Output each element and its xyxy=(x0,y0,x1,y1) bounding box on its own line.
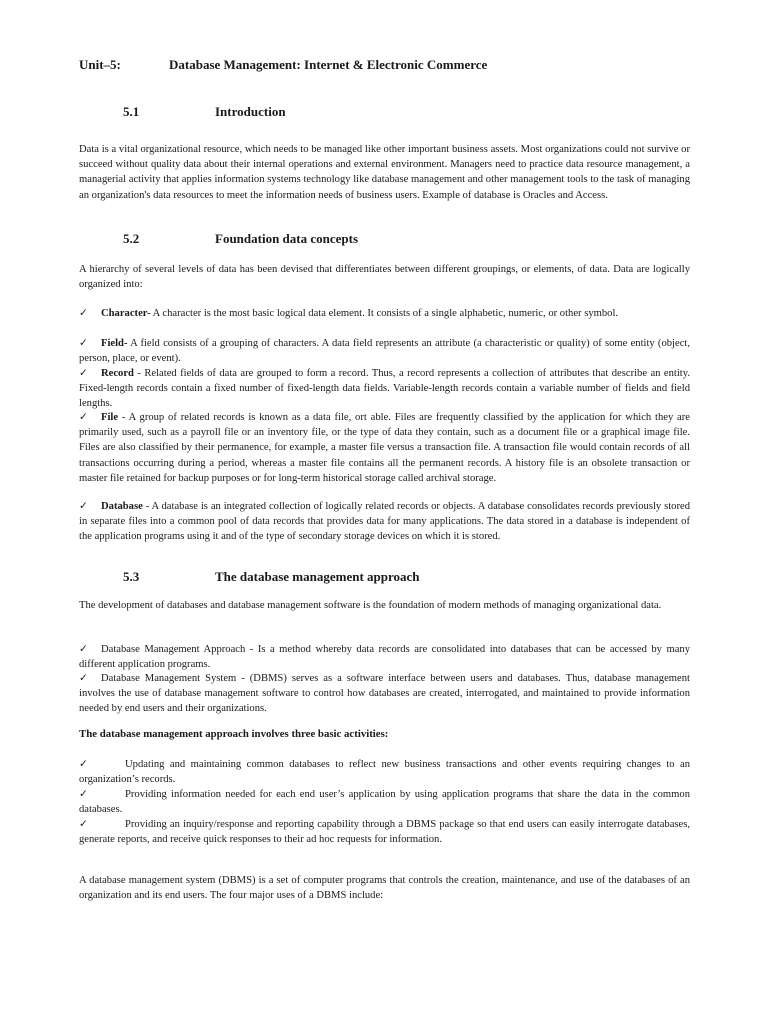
list-item: ✓ Updating and maintaining common databases to reflect new business transactions and other events requiring changes to an organization’s records. xyxy=(79,759,690,786)
unit-label: Unit–5: xyxy=(79,57,121,72)
check-icon: ✓ xyxy=(79,819,88,830)
list-item: ✓ Record - Related fields of data are grouped to form a record. Thus, a record represents a collection of attributes that describe an entity. Fixed-length records contain a fixed number of fixed-length data fields. Variable-length records contain a variable number of fields and field lengths. xyxy=(79,368,690,410)
unit-title: Database Management: Internet & Electronic Commerce xyxy=(169,57,488,72)
list-item: ✓ Database Management System - (DBMS) serves as a software interface between users and databases. Thus, database management involves the use of database management software to control how databases are created, interrogated, and maintained to provide information needed by end users and their organizations. xyxy=(79,673,690,715)
dbms-paragraph: A database management system (DBMS) is a set of computer programs that controls the creation, maintenance, and use of the databases of an organization and its end users. The four major uses of a DBMS include: xyxy=(79,875,690,902)
check-icon: ✓ xyxy=(79,501,88,512)
section-heading-5-1: 5.1 Introduction xyxy=(123,104,286,119)
activities-heading: The database management approach involves three basic activities: xyxy=(79,728,389,740)
check-icon: ✓ xyxy=(79,789,88,800)
section-heading-5-3: 5.3 The database management approach xyxy=(123,569,420,584)
hierarchy-paragraph: A hierarchy of several levels of data has been devised that differentiates between different groupings, or elements, of data. Data are logically organized into: xyxy=(79,264,690,291)
check-icon: ✓ xyxy=(79,644,88,655)
section-heading-5-2: 5.2 Foundation data concepts xyxy=(123,231,359,246)
list-item: ✓ Database - A database is an integrated collection of logically related records or objects. A database consolidates records previously stored in separate files into a common pool of data records that provides data for many applications. The data stored in a database is independent of the application programs using it and of the type of secondary storage devices on which it is stored. xyxy=(79,501,690,543)
list-item: ✓ Field- A field consists of a grouping of characters. A data field represents an attribute (a characteristic or quality) of some entity (object, person, place, or event). xyxy=(79,338,690,365)
check-icon: ✓ xyxy=(79,338,88,349)
check-icon: ✓ xyxy=(79,308,88,319)
list-item: ✓ Character- A character is the most basic logical data element. It consists of a single alphabetic, numeric, or other symbol. xyxy=(79,306,690,321)
check-icon: ✓ xyxy=(79,412,88,423)
development-paragraph: The development of databases and database management software is the foundation of modern methods of managing organizational data. xyxy=(79,600,662,611)
check-icon: ✓ xyxy=(79,368,88,379)
check-icon: ✓ xyxy=(79,759,88,770)
document-title xyxy=(79,57,487,73)
check-icon: ✓ xyxy=(79,673,88,684)
list-item: ✓ Providing information needed for each end user’s application by using application programs that share the data in the common databases. xyxy=(79,789,690,816)
list-item: ✓ File - A group of related records is known as a data file, ort able. Files are frequently classified by the application for which they are primarily used, such as a payroll file or an inventory file, or the type of data they contain, such as a document file or a graphical image file. Files are also classified by their permanence, for example, a master file versus a transaction file. A transaction file would contain records of all transactions occurring during a period, whereas a master file contains all the permanent records. A history file is an obsolete transaction or master file retained for backup purposes or for long-term historical storage called archival storage. xyxy=(79,412,690,484)
list-item: ✓ Providing an inquiry/response and reporting capability through a DBMS package so that end users can easily interrogate databases, generate reports, and receive quick responses to their ad hoc requests for information. xyxy=(79,819,690,846)
intro-paragraph: Data is a vital organizational resource, which needs to be managed like other important business assets. Most organizations could not survive or succeed without quality data about their internal operations and external environment. Managers need to practice data resource management, a managerial activity that applies information systems technology like database management and other management tools to the task of managing an organization's data resources to meet the information needs of business users. Example of database is Oracles and Access. xyxy=(79,144,690,201)
list-item: ✓ Database Management Approach - Is a method whereby data records are consolidated into databases that can be accessed by many different application programs. xyxy=(79,644,690,671)
